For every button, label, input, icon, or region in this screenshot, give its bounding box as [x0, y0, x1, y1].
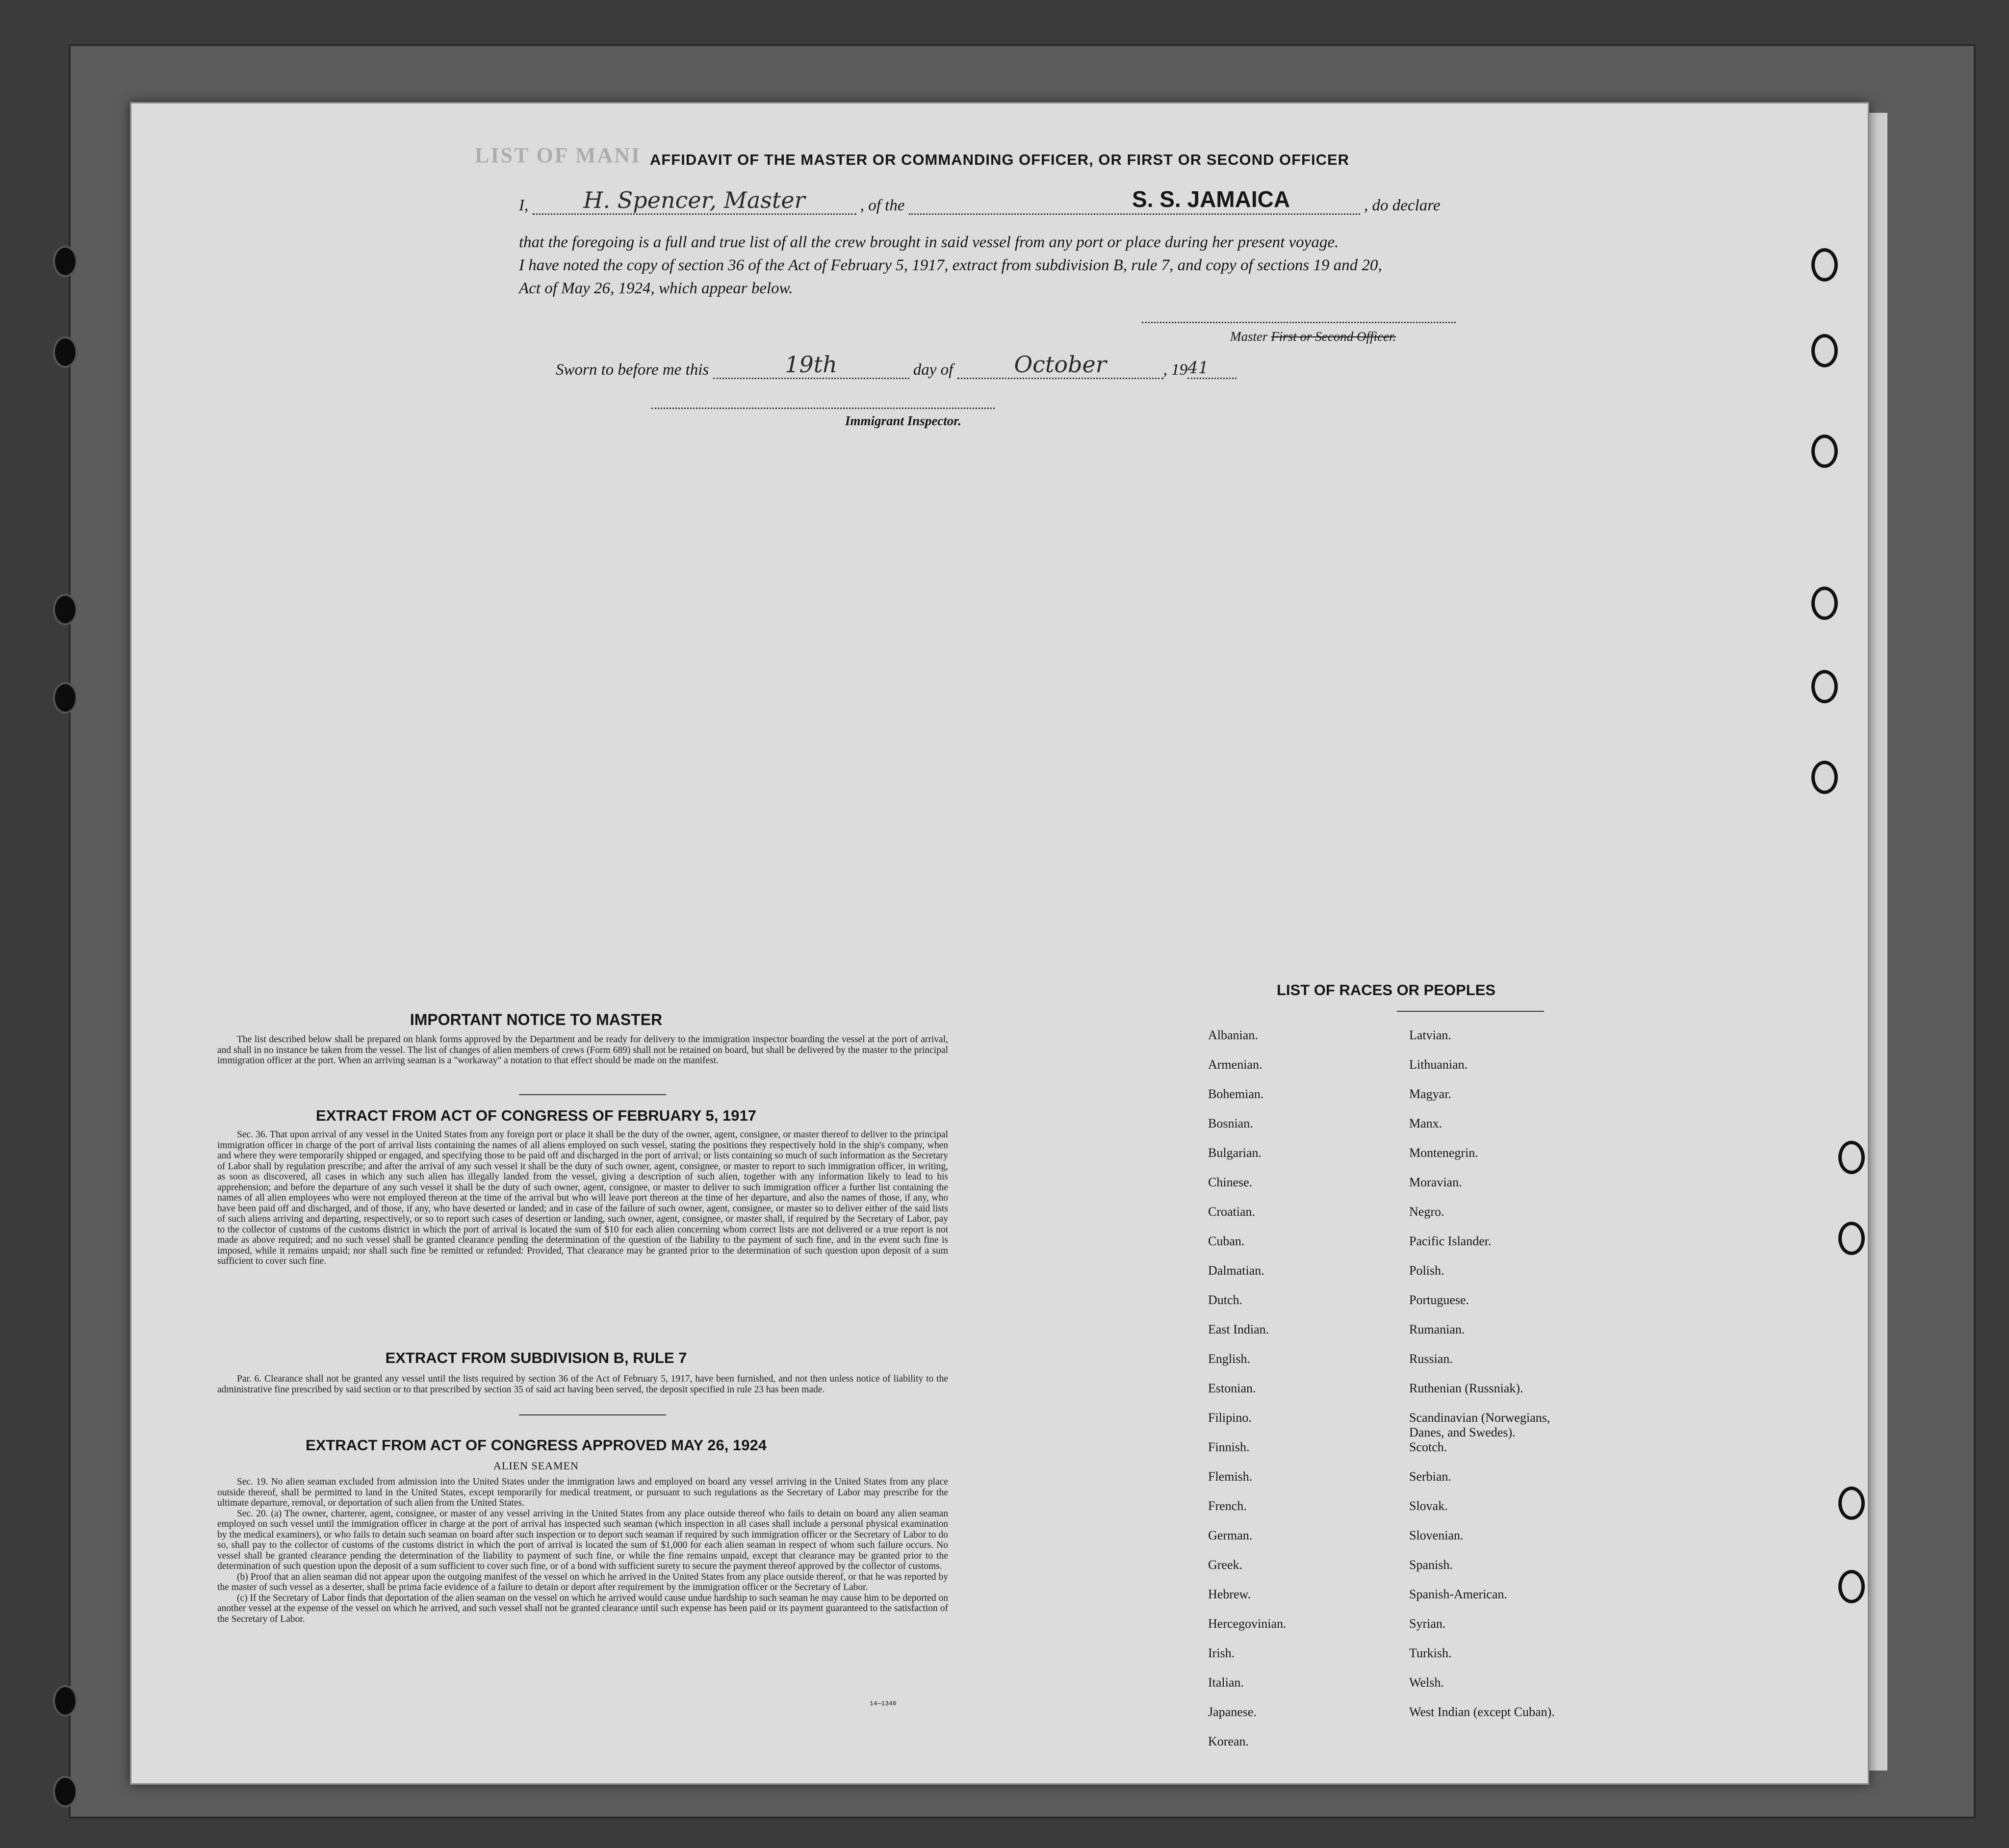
race-item: Albanian.: [1208, 1028, 1258, 1042]
binder-hole: [55, 248, 76, 275]
form-code: 14—1340: [870, 1700, 897, 1707]
extract-1917-text: [217, 1129, 948, 1267]
race-item: Flemish.: [1208, 1469, 1253, 1484]
race-item: Slovenian.: [1409, 1528, 1464, 1542]
race-item: Serbian.: [1409, 1469, 1451, 1484]
race-item: Hebrew.: [1208, 1587, 1251, 1601]
notice-paragraph: The list described below shall be prepared on blank forms approved by the Department and be ready for delivery to the immigration inspector boarding the vessel at the port of arrival, and shall in no instance be taken from the vessel. The list of changes of alien members of crews (Form 689) shall not be retained on board, but shall be delivered by the master to the principal immigration officer at the port. When an arriving seaman is a "workaway" a notation to that effect should be made on the manifest.: [217, 1034, 948, 1066]
race-item: Hercegovinian.: [1208, 1617, 1287, 1631]
punch-ring: [1811, 670, 1838, 703]
section-divider: [519, 1094, 666, 1095]
race-item: Russian.: [1409, 1352, 1453, 1366]
punch-ring: [1811, 761, 1838, 794]
punch-ring: [1838, 1570, 1865, 1603]
binder-hole: [55, 338, 76, 366]
race-item: Japanese.: [1208, 1705, 1257, 1719]
binder-hole: [55, 1687, 76, 1715]
race-item: Latvian.: [1409, 1028, 1451, 1042]
extract-1917-title: EXTRACT FROM ACT OF CONGRESS OF FEBRUARY 5, 1917: [316, 1107, 756, 1124]
race-item: Armenian.: [1208, 1057, 1262, 1072]
vessel-name: S. S. JAMAICA: [1132, 186, 1290, 212]
extract-rule7-paragraph: Par. 6. Clearance shall not be granted any vessel until the lists required by section 36 of the Act of February 5, 1917, have been furnished, and not then unless notice of liability to the administrative fine prescribed by said section or to that prescribed by section 35 of said act having been served, the deposit specified in rule 23 has been made.: [217, 1374, 948, 1395]
binder-hole: [55, 596, 76, 623]
punch-ring: [1838, 1222, 1865, 1255]
race-item: Finnish.: [1208, 1440, 1250, 1454]
race-item: Bulgarian.: [1208, 1146, 1262, 1160]
races-list-right: [1409, 1028, 1555, 1734]
race-item: Portuguese.: [1409, 1293, 1469, 1307]
section-20b-paragraph: (b) Proof that an alien seaman did not appear upon the outgoing manifest of the vessel on which he arrived in the United States from any place outside thereof, or that he was reported by the master of such vessel as a deserter, shall be prima facie evidence of a failure to detain or deport after requirement by the immigration officer or the Secretary of Labor.: [217, 1571, 948, 1592]
year-handwritten: 41: [1187, 358, 1209, 378]
section-divider: [519, 1414, 666, 1415]
affidavit-line-3: I have noted the copy of section 36 of the Act of February 5, 1917, extract from subdivision B, rule 7, and copy of sections 19 and 20,: [519, 257, 1382, 274]
race-item: Dutch.: [1208, 1293, 1243, 1307]
race-item: Syrian.: [1409, 1617, 1446, 1631]
race-item: Estonian.: [1208, 1381, 1256, 1395]
race-item: Pacific Islander.: [1409, 1234, 1492, 1248]
punch-ring: [1838, 1141, 1865, 1174]
inspector-signature-line: [651, 408, 995, 410]
day-handwritten: 19th: [785, 351, 837, 378]
race-item: Slovak.: [1409, 1499, 1448, 1513]
of-the-text: , of the: [860, 197, 905, 214]
race-item: Rumanian.: [1409, 1322, 1465, 1336]
race-item: Greek.: [1208, 1558, 1243, 1572]
race-item: Scandinavian (Norwegians, Danes, and Swedes).: [1409, 1411, 1550, 1439]
master-signature-line: [1142, 322, 1456, 324]
inspector-label: Immigrant Inspector.: [845, 413, 962, 428]
section-19-paragraph: Sec. 19. No alien seaman excluded from admission into the United States under the immigration laws and employed on board any vessel arriving in the United States from any place outside thereof, shall be permitted to land in the United States, except temporarily for medical treatment, or pursuant to such regulations as the Secretary of Labor may prescribe for the ultimate departure, removal, or deportation of such alien from the United States.: [217, 1477, 948, 1508]
section-20a-paragraph: Sec. 20. (a) The owner, charterer, agent, consignee, or master of any vessel arriving in the United States from any place outside thereof who fails to detain on board any alien seaman employed on such vessel until the immigration officer in charge at the port of arrival has inspected such seaman (which inspection in all cases shall include a personal physical examination by the medical examiners), or who fails to detain such seaman on board after such inspection or to deport such seaman if required by such immigration officer or the Secretary of Labor to do so, shall pay to the collector of customs of the customs district in which the port of arrival is located the sum of $1,000 for each alien seaman in respect of whom such failure occurs. No vessel shall be granted clearance pending the determination of the liability to payment of such fine, or while the fine remains unpaid, except that clearance may be granted prior to the determination of such question upon the deposit of a sum sufficient to cover such fine, or of a bond with sufficient surety to secure the payment thereof approved by the collector of customs.: [217, 1508, 948, 1571]
race-item: Ruthenian (Russniak).: [1409, 1381, 1523, 1395]
sworn-line: [556, 351, 1236, 379]
extract-1924-title: EXTRACT FROM ACT OF CONGRESS APPROVED MAY 26, 1924: [306, 1437, 767, 1454]
document-page: [130, 102, 1869, 1785]
race-item: West Indian (except Cuban).: [1409, 1705, 1555, 1719]
master-signature-label: Master First or Second Officer.: [1230, 329, 1396, 344]
race-item: Irish.: [1208, 1646, 1235, 1660]
extract-1924-text: [217, 1477, 948, 1624]
races-title: LIST OF RACES OR PEOPLES: [1277, 981, 1496, 999]
race-item: Magyar.: [1409, 1087, 1451, 1101]
race-item: Dalmatian.: [1208, 1263, 1264, 1278]
paper-edge: [1866, 113, 1887, 1771]
punch-ring: [1811, 587, 1838, 620]
race-item: Moravian.: [1409, 1175, 1462, 1189]
race-item: Manx.: [1409, 1116, 1442, 1130]
show-through-title: LIST OF MANI: [475, 143, 642, 167]
day-of-text: day of: [913, 361, 953, 379]
race-item: Bosnian.: [1208, 1116, 1253, 1130]
race-item: French.: [1208, 1499, 1247, 1513]
affidavit-title: AFFIDAVIT OF THE MASTER OR COMMANDING OFFICER, OR FIRST OR SECOND OFFICER: [649, 151, 1350, 168]
binder-hole: [55, 684, 76, 712]
alien-seamen-subtitle: ALIEN SEAMEN: [493, 1460, 579, 1472]
races-list-left: [1208, 1028, 1287, 1764]
race-item: Spanish-American.: [1409, 1587, 1508, 1601]
race-item: Turkish.: [1409, 1646, 1452, 1660]
affidavit-declaration-line: [519, 187, 1440, 215]
race-item: Italian.: [1208, 1675, 1244, 1690]
struck-officer-text: First or Second Officer.: [1271, 329, 1396, 344]
race-item: German.: [1208, 1528, 1253, 1542]
do-declare-text: , do declare: [1364, 197, 1441, 214]
section-20c-paragraph: (c) If the Secretary of Labor finds that deportation of the alien seaman on the vessel on which he arrived would cause undue hardship to such seaman he may cause him to be deported on another vessel at the expense of the vessel on which he arrived, and such vessel shall not be granted clearance until such expense has been paid or its payment guaranteed to the satisfaction of the Secretary of Labor.: [217, 1592, 948, 1624]
punch-ring: [1838, 1487, 1865, 1520]
race-item: East Indian.: [1208, 1322, 1269, 1336]
race-item: Cuban.: [1208, 1234, 1245, 1248]
affidavit-line-2: that the foregoing is a full and true list of all the crew brought in said vessel from any port or place during her present voyage.: [519, 233, 1339, 251]
affidavit-line-4: Act of May 26, 1924, which appear below.: [519, 280, 793, 297]
affidavit-prefix: I,: [519, 197, 529, 214]
extract-1917-paragraph: Sec. 36. That upon arrival of any vessel in the United States from any foreign port or place it shall be the duty of the owner, agent, consignee, or master thereof to deliver to the principal immigration officer in charge of the port of arrival lists containing the names of all aliens employed on such vessel, stating the positions they respectively hold in the ship's company, when and where they were temporarily shipped or engaged, and specifying those to be paid off and discharged in the port of arrival; or lists containing so much of such information as the Secretary of Labor shall by regulation prescribe; and after the arrival of any such vessel it shall be the duty of such owner, agent, consignee, or master to report to such immigration officer, in writing, as soon as discovered, all cases in which any such alien has illegally landed from the vessel, giving a description of such alien, together with any information likely to lead to his apprehension; and before the departure of any such vessel it shall be the duty of such owner, agent, consignee, or master to deliver to such immigration officer a further list containing the names of all alien employees who were not employed thereon at the time of the arrival but who will leave port thereon at the time of her departure, and also the names of those, if any, who have been paid off and discharged, and of those, if any, who have deserted or landed; and in case of the failure of such owner, agent, consignee, or master so to deliver either of the said lists of such aliens arriving and departing, respectively, or so to report such cases of desertion or landing, such owner, agent, consignee, or master shall, if required by the Secretary of Labor, pay to the collector of customs of the customs district in which the port of arrival is located the sum of $10 for each alien concerning whom correct lists are not delivered or a true report is not made as above required; and no such vessel shall be granted clearance pending the determination of the question of the liability to the payment of such fine, and in the event such fine is imposed, while it remains unpaid; nor shall such fine be remitted or refunded: Provided, That clearance may be granted prior to the determination of such question upon deposit of a sum sufficient to cover such fine.: [217, 1129, 948, 1266]
race-item: Bohemian.: [1208, 1087, 1264, 1101]
extract-rule7-text: [217, 1374, 948, 1395]
notice-text: [217, 1034, 948, 1066]
binder-hole: [55, 1778, 76, 1805]
race-item: Korean.: [1208, 1734, 1249, 1748]
extract-rule7-title: EXTRACT FROM SUBDIVISION B, RULE 7: [385, 1349, 687, 1366]
year-prefix: , 19: [1163, 361, 1188, 379]
month-handwritten: October: [1014, 351, 1107, 378]
race-item: Chinese.: [1208, 1175, 1253, 1189]
punch-ring: [1811, 435, 1838, 468]
notice-title: IMPORTANT NOTICE TO MASTER: [410, 1011, 663, 1028]
race-item: Spanish.: [1409, 1558, 1453, 1572]
master-name-handwritten: H. Spencer, Master: [583, 187, 805, 213]
race-item: Negro.: [1409, 1205, 1444, 1219]
punch-ring: [1811, 248, 1838, 282]
race-item: Montenegrin.: [1409, 1146, 1478, 1160]
sworn-prefix: Sworn to before me this: [556, 361, 709, 379]
race-item: Polish.: [1409, 1263, 1444, 1278]
race-item: English.: [1208, 1352, 1250, 1366]
race-item: Lithuanian.: [1409, 1057, 1468, 1072]
race-item: Scotch.: [1409, 1440, 1447, 1454]
race-item: Welsh.: [1409, 1675, 1444, 1690]
race-item: Filipino.: [1208, 1411, 1252, 1425]
punch-ring: [1811, 334, 1838, 367]
race-item: Croatian.: [1208, 1205, 1256, 1219]
races-title-rule: [1397, 1011, 1544, 1012]
